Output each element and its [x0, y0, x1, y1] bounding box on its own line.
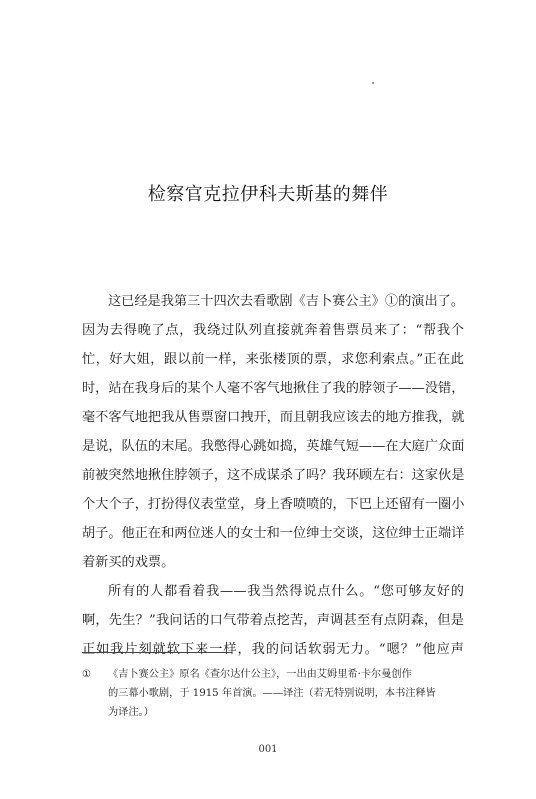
body-line: 个大个子，打扮得仪表堂堂，身上香喷喷的，下巴上还留有一圈小	[82, 497, 464, 512]
body-line: 正如我片刻就软下来一样，我的问话软弱无力。“嗯？”他应声	[82, 642, 464, 657]
body-line: 胡子。他正在和两位迷人的女士和一位绅士交谈，这位绅士正端详	[82, 526, 464, 541]
footnote-line	[82, 665, 464, 684]
body-line: 这已经是我第三十四次去看歌剧《吉卜赛公主》①的演出了。	[108, 294, 464, 309]
footnote-marker: ①	[82, 669, 92, 680]
body-line: 着新买的戏票。	[82, 555, 175, 570]
footnote-text: 《吉卜赛公主》原名《查尔达什公主》，一出由艾姆里希·卡尔曼创作	[108, 669, 412, 680]
footnote-separator	[82, 652, 232, 653]
body-line: 因为去得晚了点，我绕过队列直接就奔着售票员来了：“帮我个	[82, 323, 464, 338]
body-line: 所有的人都看着我——我当然得说点什么。“您可够友好的	[108, 584, 464, 599]
footnote	[82, 665, 464, 722]
body-line: 是说，队伍的末尾。我憋得心跳如捣，英雄气短——在大庭广众面	[82, 439, 464, 454]
footnote-line: 的三幕小歌剧，于 1915 年首演。——译注（若无特别说明，本书注释皆	[108, 688, 436, 699]
footnote-line: 为译注。）	[108, 707, 154, 718]
page-number: 001	[258, 744, 278, 755]
body-line: 忙，好大姐，跟以前一样，来张楼顶的票，求您利索点。”正在此	[82, 352, 464, 367]
chapter-title: 检察官克拉伊科夫斯基的舞伴	[147, 184, 389, 205]
body-line: 毫不客气地把我从售票窗口拽开，而且朝我应该去的地方推我，就	[82, 410, 464, 425]
body-line: 时，站在我身后的某个人毫不客气地揪住了我的脖领子——没错，	[82, 381, 464, 396]
margin-dot-mark	[372, 82, 374, 84]
body-line: 啊，先生？”我问话的口气带着点挖苦，声调甚至有点阴森，但是	[82, 613, 464, 628]
body-text	[82, 287, 464, 664]
body-line: 前被突然地揪住脖领子，这不成谋杀了吗？我环顾左右：这家伙是	[82, 468, 464, 483]
